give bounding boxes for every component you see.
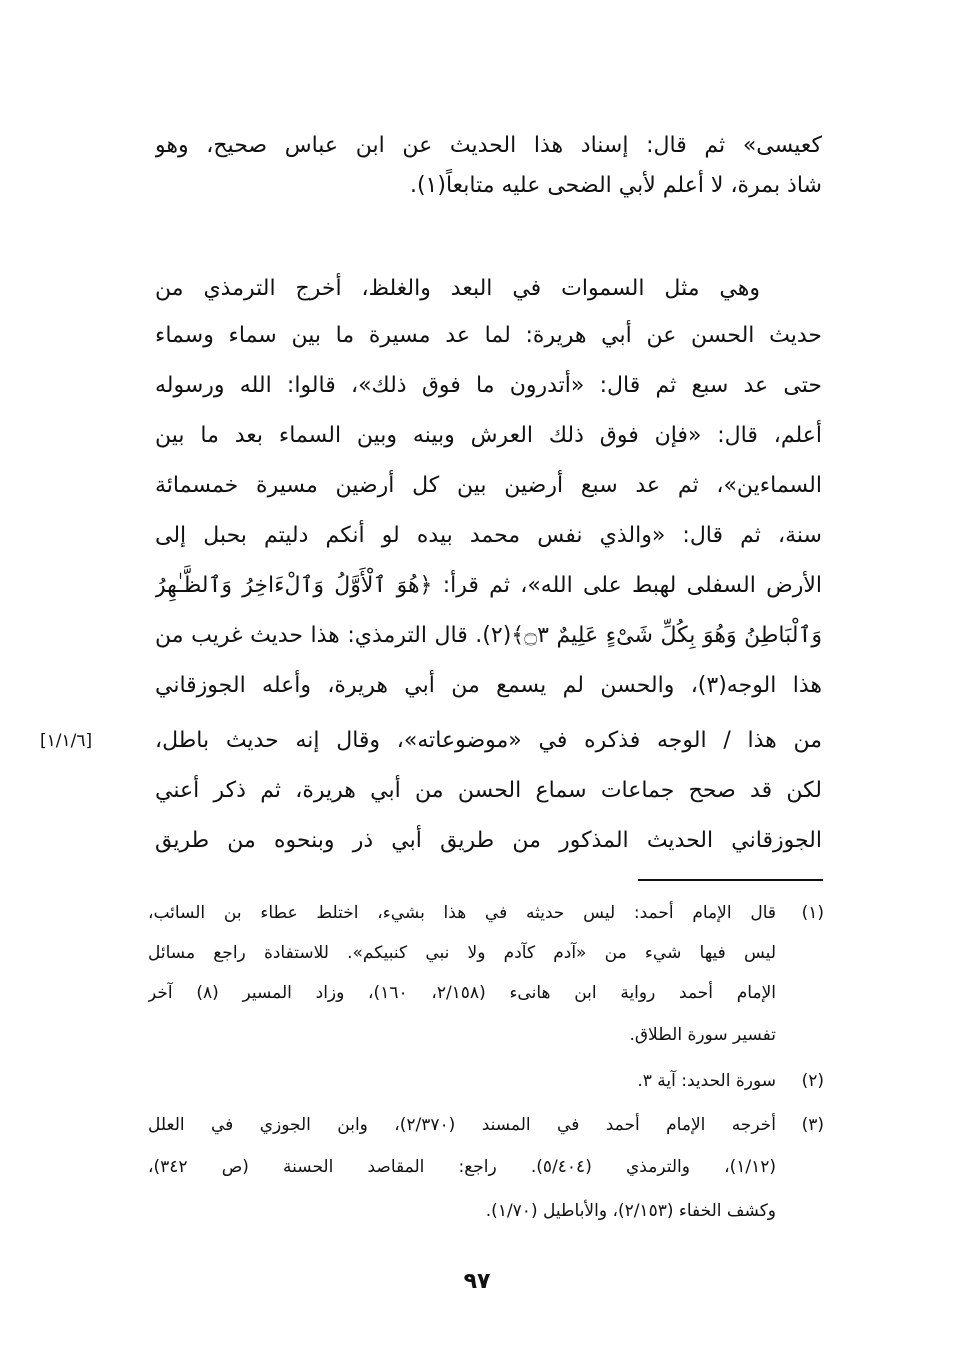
text-line: من هذا / الوجه فذكره في «موضوعاته»، وقال إنه حديث باطل، — [155, 728, 822, 753]
text-line: كعيسى» ثم قال: إسناد هذا الحديث عن ابن عباس صحيح، وهو — [155, 133, 822, 158]
footnote-line: وكشف الخفاء (٢/١٥٣)، والأباطيل (١/٧٠). — [485, 1201, 776, 1221]
text-line: حتى عد سبع ثم قال: «أتدرون ما فوق ذلك»، قالوا: الله ورسوله — [155, 373, 822, 398]
text-line: شاذ بمرة، لا أعلم لأبي الضحى عليه متابعاً(١). — [409, 173, 822, 198]
footnote-line: تفسير سورة الطلاق. — [629, 1025, 776, 1045]
text-line: هذا الوجه(٣)، والحسن لم يسمع من أبي هريرة، وأعله الجوزقاني — [155, 673, 822, 698]
text-line: أعلم، قال: «فإن فوق ذلك العرش وبينه وبين السماء بعد ما بين — [155, 423, 822, 448]
footnote-line: سورة الحديد: آية ٣. — [637, 1071, 776, 1091]
footnote-line: أخرجه الإمام أحمد في المسند (٢/٣٧٠)، وابن الجوزي في العلل — [148, 1115, 776, 1135]
text-line: الجوزقاني الحديث المذكور من طريق أبي ذر وبنحوه من طريق — [155, 828, 822, 853]
footnote-number: (٢) — [801, 1071, 824, 1091]
footnote-line: قال الإمام أحمد: ليس حديثه في هذا بشيء، اختلط عطاء بن السائب، — [148, 903, 776, 923]
footnote-number: (١) — [801, 903, 824, 923]
footnote-divider — [638, 879, 823, 881]
margin-reference: [١/١/٦] — [40, 731, 93, 751]
text-line: الأرض السفلى لهبط على الله»، ثم قرأ: ﴿هُوَ ٱلْأَوَّلُ وَٱلْءَاخِرُ وَٱلظَّـٰهِرُ — [155, 573, 822, 598]
text-line: وَٱلْبَاطِنُ وَهُوَ بِكُلِّ شَىْءٍ عَلِيمٌ ۝٣﴾(٢). قال الترمذي: هذا حديث غريب من — [155, 623, 822, 648]
page-number: ٩٧ — [463, 1269, 491, 1294]
text-line: سنة، ثم قال: «والذي نفس محمد بيده لو أنكم دليتم بحبل إلى — [155, 523, 822, 548]
footnote-line: ليس فيها شيء من «آدم كآدم ولا نبي كنبيكم». للاستفادة راجع مسائل — [148, 943, 776, 963]
footnote-line: (١/١٢)، والترمذي (٥/٤٠٤). راجع: المقاصد الحسنة (ص ٣٤٢)، — [148, 1157, 776, 1177]
text-line: حديث الحسن عن أبي هريرة: لما عد مسيرة ما بين سماء وسماء — [155, 323, 822, 348]
text-line: السماءين»، ثم عد سبع أرضين بين كل أرضين مسيرة خمسمائة — [155, 473, 822, 498]
text-line: وهي مثل السموات في البعد والغلظ، أخرج الترمذي من — [155, 276, 760, 301]
text-line: لكن قد صحح جماعات سماع الحسن من أبي هريرة، ثم ذكر أعني — [155, 778, 822, 803]
footnote-number: (٣) — [801, 1115, 824, 1135]
footnote-line: الإمام أحمد رواية ابن هانىء (٢/١٥٨، ١٦٠)، وزاد المسير (٨) آخر — [148, 983, 776, 1003]
